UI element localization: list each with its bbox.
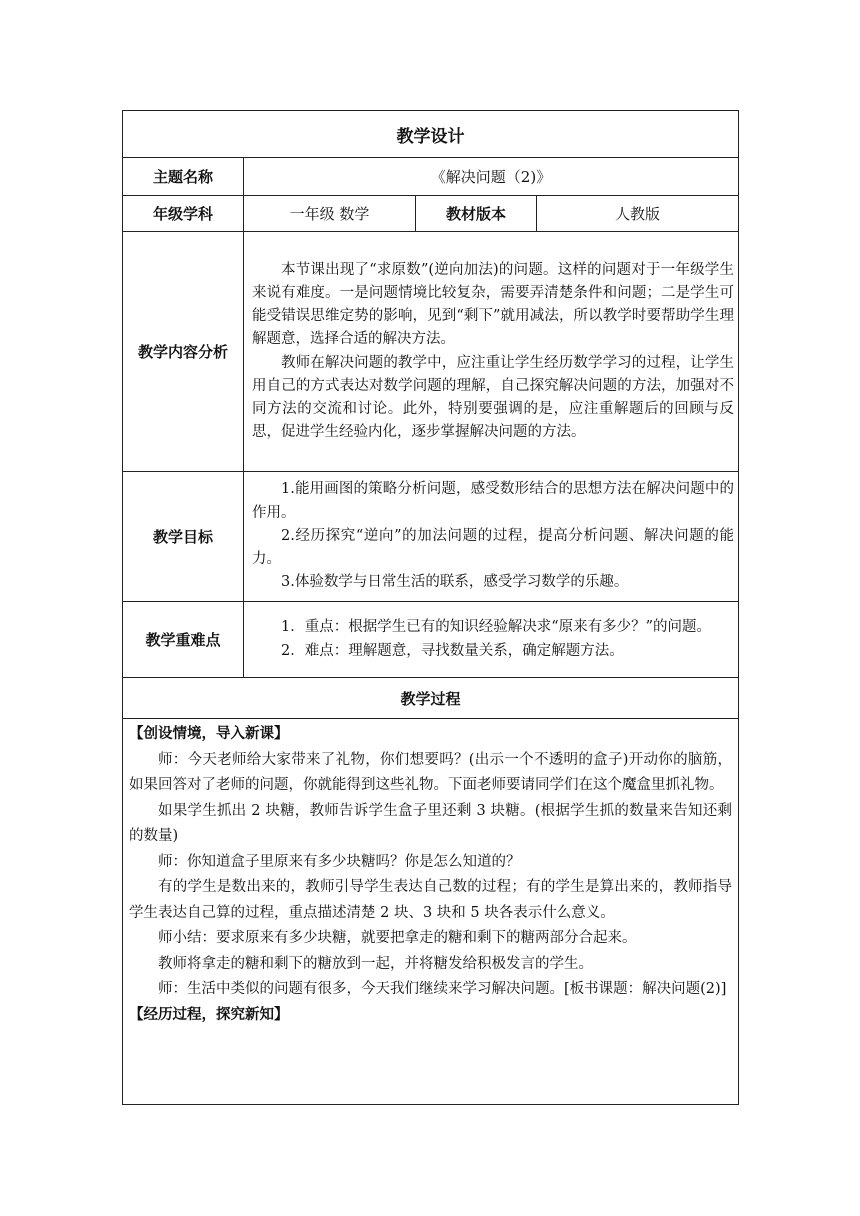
process-paragraph: 师：今天老师给大家带来了礼物，你们想要吗？(出示一个不透明的盒子)开动你的脑筋，如果回答对了老师的问题，你就能得到这些礼物。下面老师要请同学们在这个魔盒里抓礼物。	[129, 751, 732, 793]
content-analysis-label: 教学内容分析	[123, 232, 244, 472]
key-points-cell	[244, 602, 739, 678]
textbook-edition-label: 教材版本	[416, 196, 537, 232]
process-paragraph: 有的学生是数出来的，教师引导学生表达自己数的过程；有的学生是算出来的，教师指导学生表达自己算的过程，重点描述清楚 2 块、3 块和 5 块各表示什么意义。	[129, 879, 732, 921]
topic-value: 《解决问题（2)》	[244, 158, 739, 196]
analysis-paragraph: 本节课出现了“求原数”(逆向加法)的问题。这样的问题对于一年级学生来说有难度。一是问题情境比较复杂，需要弄清楚条件和问题；二是学生可能受错误思维定势的影响，见到“剩下”就用减法，所以教学时要帮助学生理解题意，选择合适的解决方法。	[252, 261, 734, 348]
grade-subject-label: 年级学科	[123, 196, 244, 232]
process-paragraph: 教师将拿走的糖和剩下的糖放到一起，并将糖发给积极发言的学生。	[158, 955, 593, 972]
content-analysis-cell	[244, 232, 739, 472]
grade-subject-value: 一年级 数学	[244, 196, 416, 232]
process-body	[123, 719, 739, 1105]
objective-item: 1.能用画图的策略分析问题，感受数形结合的思想方法在解决问题中的作用。	[252, 481, 734, 521]
process-title: 教学过程	[123, 678, 739, 719]
section-heading: 【创设情境，导入新课】	[129, 726, 289, 742]
objective-item: 2.经历探究“逆向”的加法问题的过程，提高分析问题、解决问题的能力。	[252, 527, 734, 568]
process-paragraph: 师：你知道盒子里原来有多少块糖吗？你是怎么知道的？	[158, 853, 521, 870]
objective-item: 3.体验数学与日常生活的联系，感受学习数学的乐趣。	[281, 574, 629, 591]
process-paragraph: 如果学生抓出 2 块糖，教师告诉学生盒子里还剩 3 块糖。(根据学生抓的数量来告知还剩的数量)	[129, 802, 732, 844]
objectives-cell	[244, 472, 739, 602]
lesson-plan-table	[122, 110, 739, 1105]
textbook-edition-value: 人教版	[537, 196, 739, 232]
process-paragraph: 师：生活中类似的问题有很多，今天我们继续来学习解决问题。[板书课题：解决问题(2)]	[158, 981, 727, 997]
topic-label: 主题名称	[123, 158, 244, 196]
process-paragraph: 师小结：要求原来有多少块糖，就要把拿走的糖和剩下的糖两部分合起来。	[158, 930, 637, 946]
analysis-paragraph: 教师在解决问题的教学中，应注重让学生经历数学学习的过程，让学生用自己的方式表达对数学问题的理解，自己探究解决问题的方法，加强对不同方法的交流和讨论。此外，特别要强调的是，应注重解题后的回顾与反思，促进学生经验内化，逐步掌握解决问题的方法。	[252, 354, 734, 441]
doc-title: 教学设计	[123, 111, 739, 158]
key-point-item: 2．难点：理解题意，寻找数量关系，确定解题方法。	[281, 642, 624, 659]
section-heading: 【经历过程，探究新知】	[129, 1006, 289, 1023]
key-point-item: 1．重点：根据学生已有的知识经验解决求“原来有多少？”的问题。	[281, 619, 712, 636]
objectives-label: 教学目标	[123, 472, 244, 602]
key-points-label: 教学重难点	[123, 602, 244, 678]
